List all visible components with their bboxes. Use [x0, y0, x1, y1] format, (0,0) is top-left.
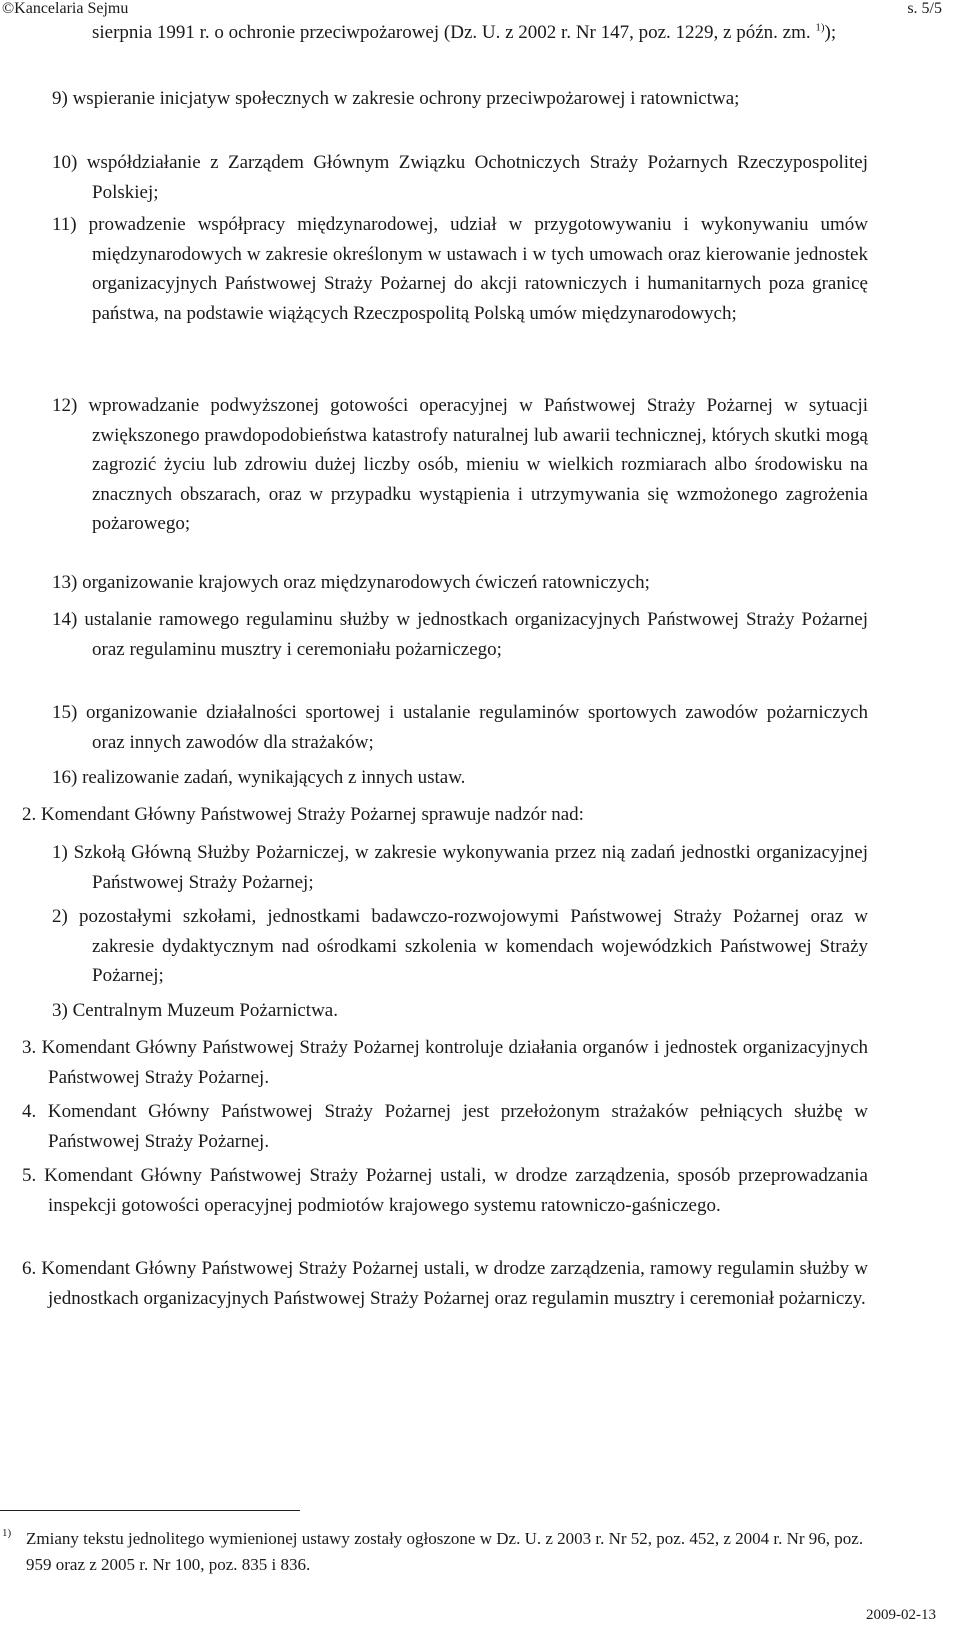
footnote-divider [0, 1510, 300, 1511]
continuation-end: ); [824, 22, 837, 43]
footnote-mark: 1) [2, 1527, 12, 1539]
paragraph-3: 3. Komendant Główny Państwowej Straży Pożarnej kontroluje działania organów i jednostek organizacyjnych Państwowej Straży Pożarnej. [22, 1037, 868, 1088]
list-item: 10) współdziałanie z Zarządem Głównym Związku Ochotniczych Straży Pożarnych Rzeczypospolitej Polskiej; [52, 152, 868, 203]
paragraph-2: 2. Komendant Główny Państwowej Straży Pożarnej sprawuje nadzór nad: [22, 804, 584, 825]
footnote [2, 1526, 870, 1578]
list-item: 12) wprowadzanie podwyższonej gotowości operacyjnej w Państwowej Straży Pożarnej w sytuacji zwiększonego prawdopodobieństwa katastrofy naturalnej lub awarii technicznej, których skutki mogą zagrozić życiu lub zdrowiu dużej liczby osób, mieniu w wielkich rozmiarach albo środowisku na znacznych obszarach, oraz w przypadku wystąpienia i utrzymywania się wzmożonego zagrożenia pożarowego; [52, 395, 868, 534]
page-number: s. 5/5 [907, 0, 942, 17]
sub-item: 2) pozostałymi szkołami, jednostkami badawczo-rozwojowymi Państwowej Straży Pożarnej oraz w zakresie dydaktycznym nad ośrodkami szkolenia w komendach wojewódzkich Państwowej Straży Pożarnej; [52, 906, 868, 986]
list-item: 9) wspieranie inicjatyw społecznych w zakresie ochrony przeciwpożarowej i ratownictwa; [52, 88, 740, 109]
paragraph-6: 6. Komendant Główny Państwowej Straży Pożarnej ustali, w drodze zarządzenia, ramowy regulamin służby w jednostkach organizacyjnych Państwowej Straży Pożarnej oraz regulamin musztry i ceremoniał pożarniczy. [22, 1258, 868, 1309]
continuation-body: sierpnia 1991 r. o ochronie przeciwpożarowej (Dz. U. z 2002 r. Nr 147, poz. 1229, z późn. zm. [92, 22, 811, 43]
list-item: 11) prowadzenie współpracy międzynarodowej, udział w przygotowywaniu i wykonywaniu umów międzynarodowych w zakresie określonym w ustawach i w tych umowach oraz kierowanie jednostek organizacyjnych Państwowej Straży Pożarnej do akcji ratowniczych i humanitarnych poza granicę państwa, na podstawie wiążących Rzeczpospolitą Polską umów międzynarodowych; [52, 214, 868, 324]
document-date: 2009-02-13 [866, 1607, 936, 1623]
continuation-text [92, 18, 868, 48]
paragraph-4: 4. Komendant Główny Państwowej Straży Pożarnej jest przełożonym strażaków pełniących służbę w Państwowej Straży Pożarnej. [22, 1101, 868, 1152]
sub-item: 3) Centralnym Muzeum Pożarnictwa. [52, 1000, 338, 1021]
list-item: 16) realizowanie zadań, wynikających z innych ustaw. [52, 767, 466, 788]
footnote-text: Zmiany tekstu jednolitego wymienionej ustawy zostały ogłoszone w Dz. U. z 2003 r. Nr 52, poz. 452, z 2004 r. Nr 96, poz. 959 oraz z 2005 r. Nr 100, poz. 835 i 836. [26, 1529, 864, 1574]
sub-item: 1) Szkołą Główną Służby Pożarniczej, w zakresie wykonywania przez nią zadań jednostki organizacyjnej Państwowej Straży Pożarnej; [52, 842, 868, 893]
header-source: ©Kancelaria Sejmu [2, 0, 129, 17]
footnote-ref[interactable]: 1) [815, 21, 825, 34]
list-item: 14) ustalanie ramowego regulaminu służby w jednostkach organizacyjnych Państwowej Straży Pożarnej oraz regulaminu musztry i ceremoniału pożarniczego; [52, 609, 868, 660]
list-item: 13) organizowanie krajowych oraz międzynarodowych ćwiczeń ratowniczych; [52, 572, 650, 593]
paragraph-5: 5. Komendant Główny Państwowej Straży Pożarnej ustali, w drodze zarządzenia, sposób przeprowadzania inspekcji gotowości operacyjnej podmiotów krajowego systemu ratowniczo-gaśniczego. [22, 1165, 868, 1216]
list-item: 15) organizowanie działalności sportowej i ustalanie regulaminów sportowych zawodów pożarniczych oraz innych zawodów dla strażaków; [52, 702, 868, 753]
